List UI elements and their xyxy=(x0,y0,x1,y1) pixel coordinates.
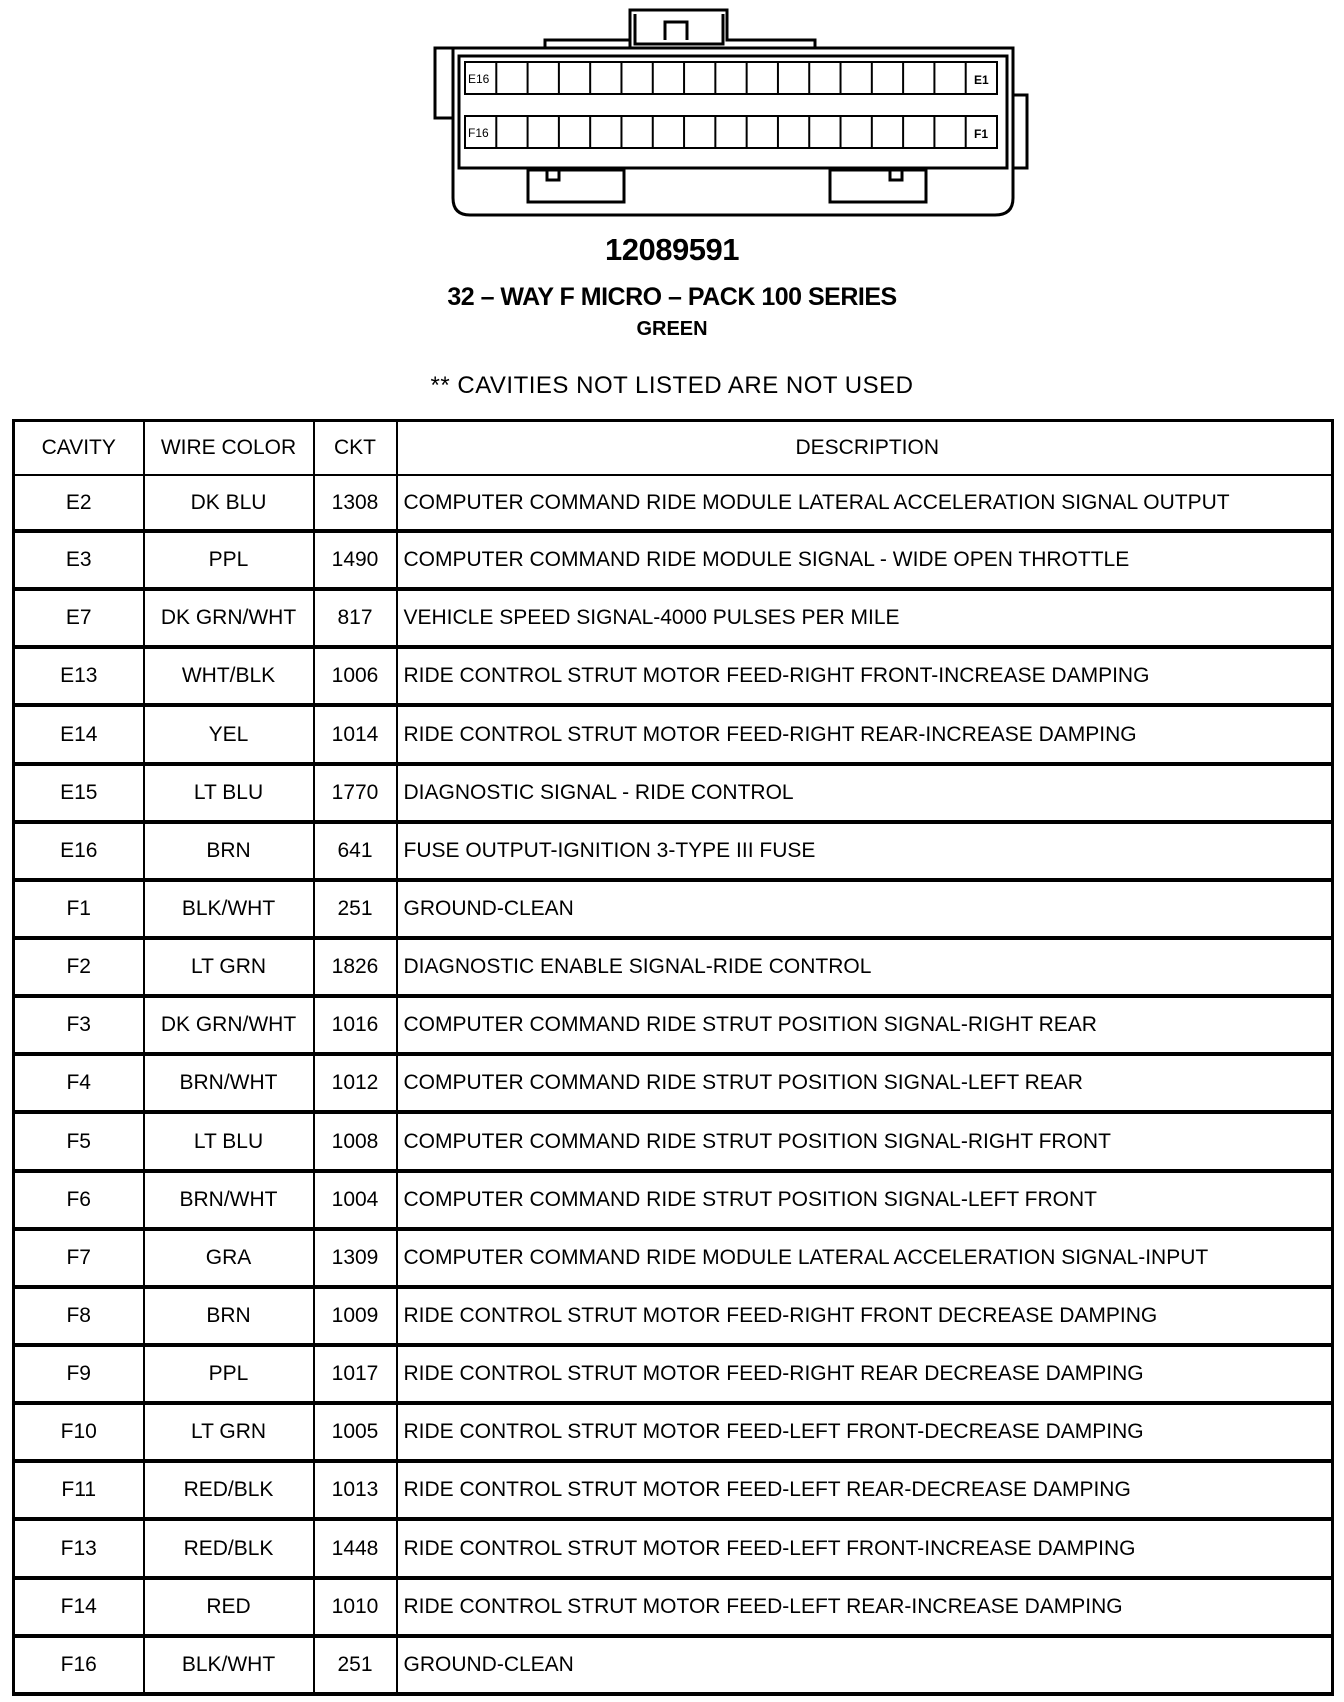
cell-cavity: E7 xyxy=(14,589,144,647)
cell-ckt: 1013 xyxy=(314,1461,397,1519)
header-wire-color: WIRE COLOR xyxy=(144,421,314,476)
cell-ckt: 1490 xyxy=(314,531,397,589)
cell-cavity: E16 xyxy=(14,822,144,880)
cell-ckt: 1016 xyxy=(314,996,397,1054)
table-row xyxy=(14,1578,1333,1636)
cell-description: FUSE OUTPUT-IGNITION 3-TYPE III FUSE xyxy=(397,822,1333,880)
header-cavity: CAVITY xyxy=(14,421,144,476)
row-f-right-label: F1 xyxy=(974,127,989,141)
cell-description: DIAGNOSTIC ENABLE SIGNAL-RIDE CONTROL xyxy=(397,938,1333,996)
cell-ckt: 1010 xyxy=(314,1578,397,1636)
cell-wire-color: GRA xyxy=(144,1229,314,1287)
table-row xyxy=(14,1054,1333,1112)
table-row xyxy=(14,531,1333,589)
table-row xyxy=(14,880,1333,938)
cell-ckt: 1006 xyxy=(314,647,397,705)
cell-wire-color: RED xyxy=(144,1578,314,1636)
cell-wire-color: WHT/BLK xyxy=(144,647,314,705)
cell-description: DIAGNOSTIC SIGNAL - RIDE CONTROL xyxy=(397,764,1333,822)
table-row xyxy=(14,938,1333,996)
cell-wire-color: DK GRN/WHT xyxy=(144,589,314,647)
cell-cavity: F14 xyxy=(14,1578,144,1636)
cell-cavity: F10 xyxy=(14,1403,144,1461)
table-row xyxy=(14,1403,1333,1461)
cell-ckt: 1308 xyxy=(314,475,397,531)
cell-description: RIDE CONTROL STRUT MOTOR FEED-RIGHT FRONT DECREASE DAMPING xyxy=(397,1287,1333,1345)
cell-cavity: F3 xyxy=(14,996,144,1054)
cell-ckt: 1008 xyxy=(314,1112,397,1170)
cell-wire-color: LT GRN xyxy=(144,1403,314,1461)
cell-description: RIDE CONTROL STRUT MOTOR FEED-LEFT REAR-INCREASE DAMPING xyxy=(397,1578,1333,1636)
cell-ckt: 1005 xyxy=(314,1403,397,1461)
cell-wire-color: YEL xyxy=(144,705,314,763)
cell-wire-color: RED/BLK xyxy=(144,1519,314,1577)
cell-description: COMPUTER COMMAND RIDE MODULE LATERAL ACCELERATION SIGNAL OUTPUT xyxy=(397,475,1333,531)
cell-cavity: F16 xyxy=(14,1636,144,1694)
cell-wire-color: BRN xyxy=(144,822,314,880)
cell-ckt: 1004 xyxy=(314,1171,397,1229)
cell-wire-color: BRN/WHT xyxy=(144,1054,314,1112)
cell-wire-color: DK GRN/WHT xyxy=(144,996,314,1054)
header-description: DESCRIPTION xyxy=(397,421,1333,476)
cell-wire-color: BLK/WHT xyxy=(144,880,314,938)
cell-cavity: E2 xyxy=(14,475,144,531)
row-e-left-label: E16 xyxy=(468,72,490,86)
cell-ckt: 1448 xyxy=(314,1519,397,1577)
cell-description: GROUND-CLEAN xyxy=(397,1636,1333,1694)
cell-description: COMPUTER COMMAND RIDE STRUT POSITION SIGNAL-RIGHT FRONT xyxy=(397,1112,1333,1170)
cell-cavity: F4 xyxy=(14,1054,144,1112)
cell-cavity: E14 xyxy=(14,705,144,763)
part-number: 12089591 xyxy=(605,232,739,267)
cell-description: RIDE CONTROL STRUT MOTOR FEED-RIGHT REAR DECREASE DAMPING xyxy=(397,1345,1333,1403)
row-f-left-label: F16 xyxy=(468,126,489,140)
cell-ckt: 1309 xyxy=(314,1229,397,1287)
cell-ckt: 1012 xyxy=(314,1054,397,1112)
cell-description: RIDE CONTROL STRUT MOTOR FEED-RIGHT REAR-INCREASE DAMPING xyxy=(397,705,1333,763)
cell-ckt: 641 xyxy=(314,822,397,880)
cell-cavity: E15 xyxy=(14,764,144,822)
cell-ckt: 1017 xyxy=(314,1345,397,1403)
cell-cavity: F9 xyxy=(14,1345,144,1403)
table-row xyxy=(14,589,1333,647)
cell-wire-color: BRN/WHT xyxy=(144,1171,314,1229)
table-row xyxy=(14,475,1333,531)
cell-wire-color: RED/BLK xyxy=(144,1461,314,1519)
cell-ckt: 251 xyxy=(314,1636,397,1694)
row-e-right-label: E1 xyxy=(974,73,989,87)
table-row xyxy=(14,996,1333,1054)
cell-description: COMPUTER COMMAND RIDE MODULE SIGNAL - WIDE OPEN THROTTLE xyxy=(397,531,1333,589)
cell-cavity: F13 xyxy=(14,1519,144,1577)
cell-cavity: F6 xyxy=(14,1171,144,1229)
cell-description: RIDE CONTROL STRUT MOTOR FEED-LEFT FRONT-DECREASE DAMPING xyxy=(397,1403,1333,1461)
table-row xyxy=(14,1171,1333,1229)
cell-cavity: F11 xyxy=(14,1461,144,1519)
cell-wire-color: BLK/WHT xyxy=(144,1636,314,1694)
table-row xyxy=(14,1519,1333,1577)
table-row xyxy=(14,647,1333,705)
connector-diagram xyxy=(425,0,1035,225)
table-header-row xyxy=(14,421,1333,476)
table-row xyxy=(14,822,1333,880)
cell-description: COMPUTER COMMAND RIDE MODULE LATERAL ACCELERATION SIGNAL-INPUT xyxy=(397,1229,1333,1287)
table-row xyxy=(14,1112,1333,1170)
cell-ckt: 251 xyxy=(314,880,397,938)
cell-wire-color: BRN xyxy=(144,1287,314,1345)
cell-cavity: F5 xyxy=(14,1112,144,1170)
cell-cavity: F8 xyxy=(14,1287,144,1345)
cell-cavity: E13 xyxy=(14,647,144,705)
table-row xyxy=(14,1636,1333,1694)
cell-ckt: 817 xyxy=(314,589,397,647)
table-row xyxy=(14,1461,1333,1519)
cell-description: RIDE CONTROL STRUT MOTOR FEED-LEFT REAR-DECREASE DAMPING xyxy=(397,1461,1333,1519)
cell-ckt: 1009 xyxy=(314,1287,397,1345)
table-row xyxy=(14,764,1333,822)
pinout-table xyxy=(12,419,1334,1696)
cell-wire-color: LT BLU xyxy=(144,1112,314,1170)
cell-ckt: 1826 xyxy=(314,938,397,996)
cell-cavity: F1 xyxy=(14,880,144,938)
unused-cavities-note: ** CAVITIES NOT LISTED ARE NOT USED xyxy=(430,372,914,399)
cell-ckt: 1770 xyxy=(314,764,397,822)
cell-wire-color: DK BLU xyxy=(144,475,314,531)
cell-description: VEHICLE SPEED SIGNAL-4000 PULSES PER MILE xyxy=(397,589,1333,647)
cell-cavity: F2 xyxy=(14,938,144,996)
table-row xyxy=(14,705,1333,763)
cell-wire-color: PPL xyxy=(144,1345,314,1403)
cell-description: RIDE CONTROL STRUT MOTOR FEED-RIGHT FRONT-INCREASE DAMPING xyxy=(397,647,1333,705)
cell-wire-color: PPL xyxy=(144,531,314,589)
cell-description: COMPUTER COMMAND RIDE STRUT POSITION SIGNAL-LEFT FRONT xyxy=(397,1171,1333,1229)
table-row xyxy=(14,1345,1333,1403)
cell-description: GROUND-CLEAN xyxy=(397,880,1333,938)
table-row xyxy=(14,1229,1333,1287)
table-row xyxy=(14,1287,1333,1345)
cell-description: COMPUTER COMMAND RIDE STRUT POSITION SIGNAL-LEFT REAR xyxy=(397,1054,1333,1112)
cell-ckt: 1014 xyxy=(314,705,397,763)
cell-cavity: F7 xyxy=(14,1229,144,1287)
connector-description: 32 – WAY F MICRO – PACK 100 SERIES xyxy=(447,283,897,311)
cell-cavity: E3 xyxy=(14,531,144,589)
cell-wire-color: LT GRN xyxy=(144,938,314,996)
cell-description: RIDE CONTROL STRUT MOTOR FEED-LEFT FRONT-INCREASE DAMPING xyxy=(397,1519,1333,1577)
connector-color: GREEN xyxy=(636,318,708,340)
header-ckt: CKT xyxy=(314,421,397,476)
cell-wire-color: LT BLU xyxy=(144,764,314,822)
cell-description: COMPUTER COMMAND RIDE STRUT POSITION SIGNAL-RIGHT REAR xyxy=(397,996,1333,1054)
